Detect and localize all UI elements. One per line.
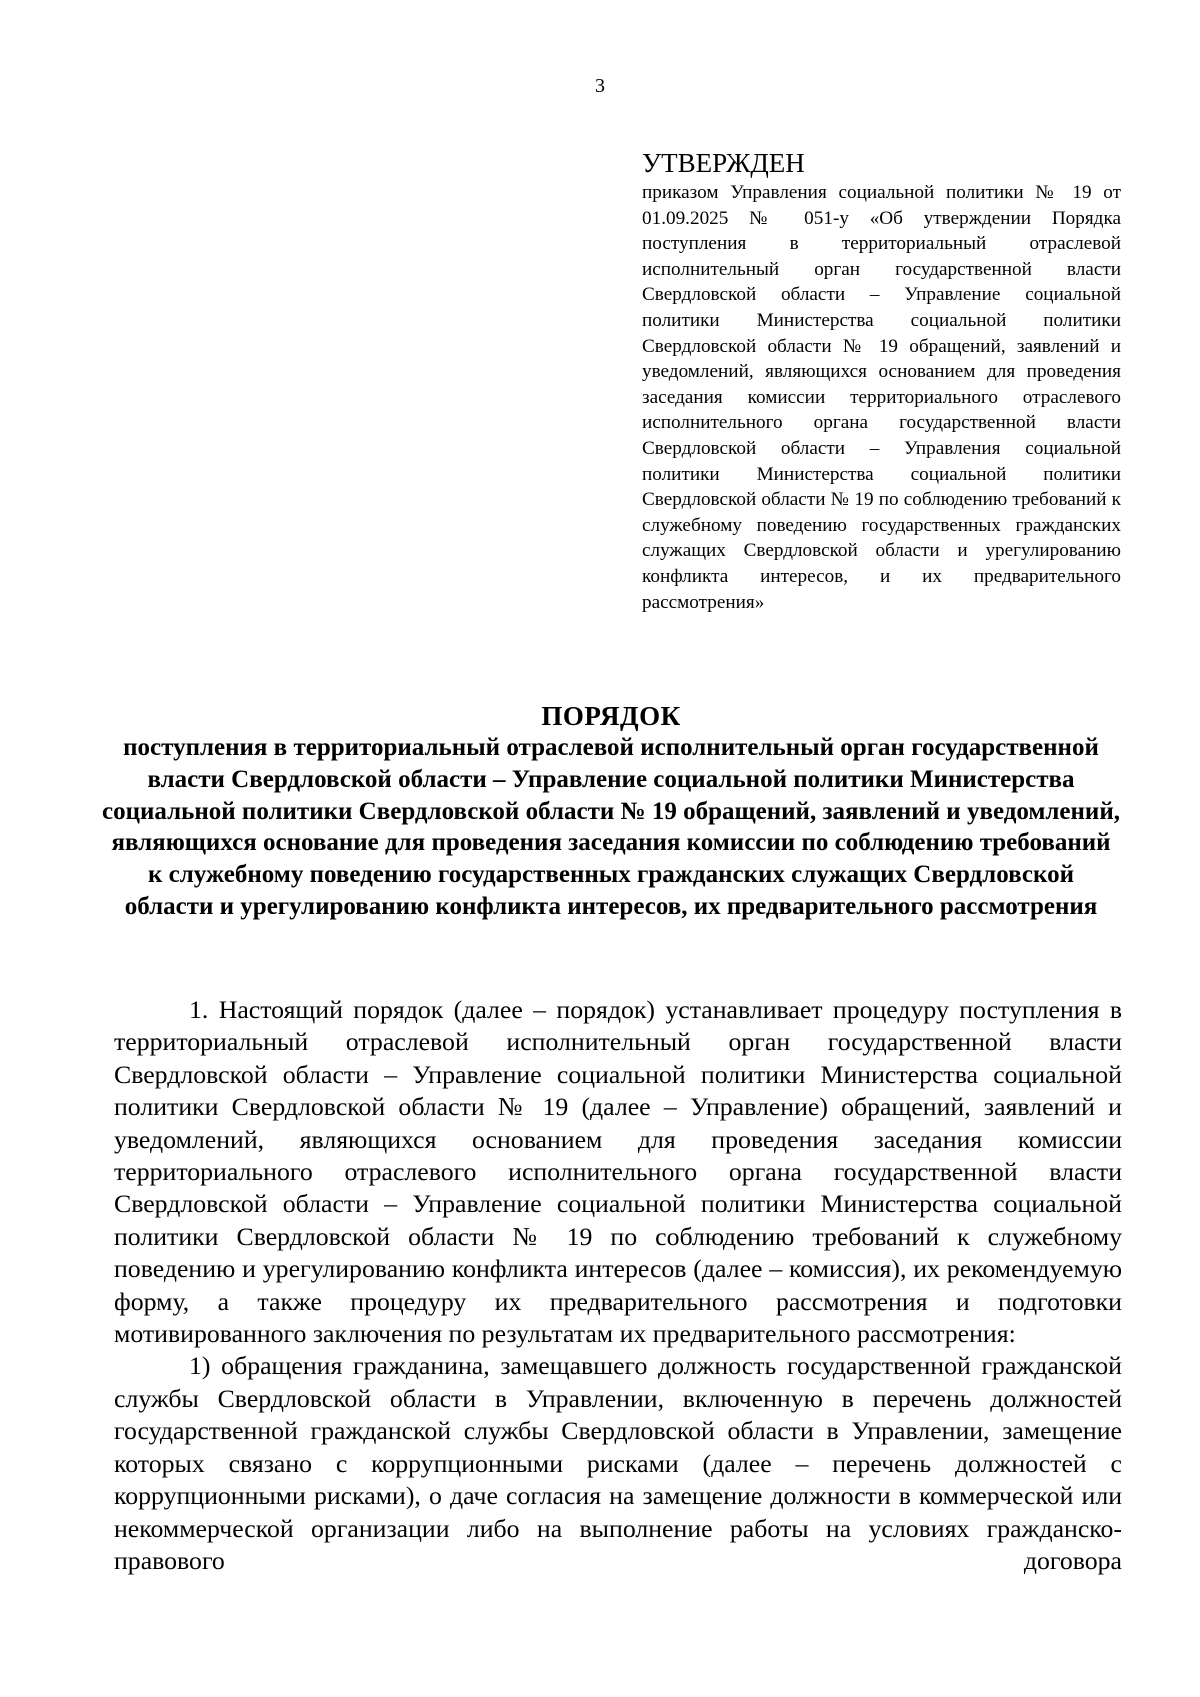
approval-heading: УТВЕРЖДЕН	[642, 148, 805, 178]
document-subtitle: поступления в территориальный отраслевой исполнительный орган государственной власти Свердловской области – Управление социальной политики Министерства социальной политики Свердловской области № 19 обращений, заявлений и уведомлений, являющихся основание для проведения заседания комиссии по соблюдению требований к служебному поведению государственных гражданских служащих Свердловской области и урегулированию конфликта интересов, их предварительного рассмотрения	[102, 734, 1120, 920]
document-title: ПОРЯДОК	[541, 701, 681, 731]
approval-text: приказом Управления социальной политики № 19 от 01.09.2025 № 051-у «Об утверждении Порядка поступления в территориальный отраслевой исполнительный орган государственной власти Свердловской области – Управление социальной политики Министерства социальной политики Свердловской области № 19 обращений, заявлений и уведомлений, являющихся основанием для проведения заседания комиссии территориального отраслевого исполнительного органа государственной власти Свердловской области – Управления социальной политики Министерства социальной политики Свердловской области № 19 по соблюдению требований к служебному поведению государственных гражданских служащих Свердловской области и урегулированию конфликта интересов, и их предварительного рассмотрения»	[642, 182, 1121, 613]
body-paragraph: 1) обращения гражданина, замещавшего должность государственной гражданской службы Свердловской области в Управлении, включенную в перечень должностей государственной гражданской службы Свердловской области в Управлении, замещение которых связано с коррупционными рисками (далее – перечень должностей с коррупционными рисками), о даче согласия на замещение должности в коммерческой или некоммерческой организации либо на выполнение работы на условиях гражданско-правового договора	[114, 1351, 1122, 1575]
approval-stamp	[642, 146, 1121, 615]
page-number: 3	[595, 75, 605, 97]
document-title-block	[100, 700, 1122, 923]
body-paragraph: 1. Настоящий порядок (далее – порядок) устанавливает процедуру поступления в территориальный отраслевой исполнительный орган государственной власти Свердловской области – Управление социальной политики Министерства социальной политики Свердловской области № 19 (далее – Управление) обращений, заявлений и уведомлений, являющихся основанием для проведения заседания комиссии территориального отраслевого исполнительного органа государственной власти Свердловской области – Управление социальной политики Министерства социальной политики Свердловской области № 19 по соблюдению требований к служебному поведению и урегулированию конфликта интересов (далее – комиссия), их рекомендуемую форму, а также процедуру их предварительного рассмотрения и подготовки мотивированного заключения по результатам их предварительного рассмотрения:	[114, 995, 1122, 1349]
document-body	[114, 994, 1122, 1577]
